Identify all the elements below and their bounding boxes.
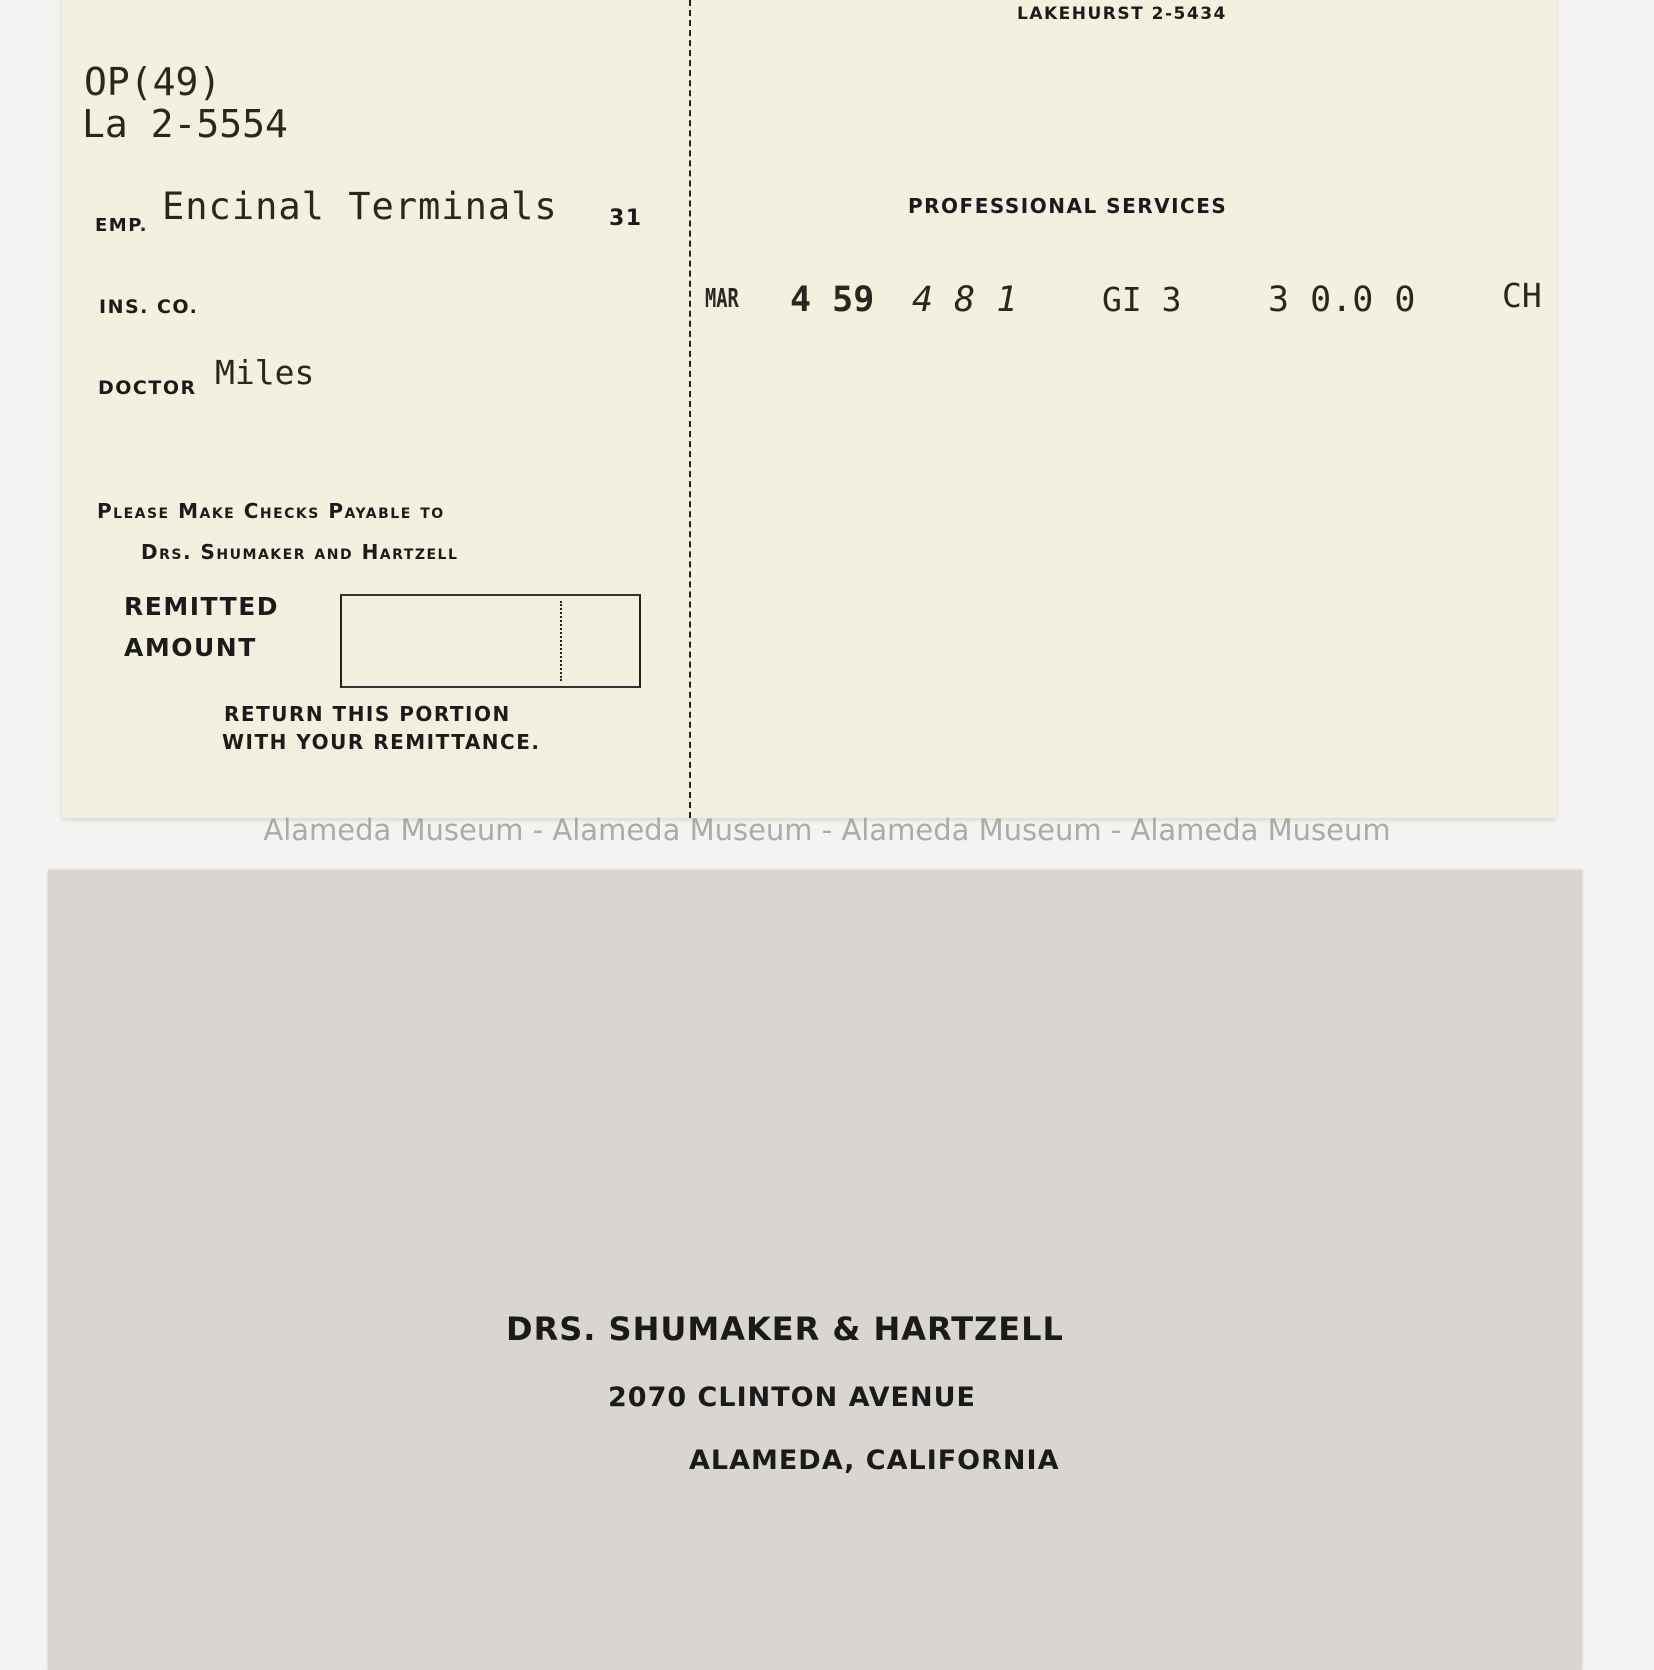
account-code: OP(49) [84, 60, 222, 104]
remitted-amount-box [340, 594, 641, 688]
envelope-city: ALAMEDA, CALIFORNIA [689, 1445, 1060, 1476]
amount-label: AMOUNT [124, 633, 257, 662]
services-heading: PROFESSIONAL SERVICES [908, 194, 1228, 218]
envelope-street: 2070 CLINTON AVENUE [608, 1382, 976, 1413]
payable-instruction: Please Make Checks Payable to [97, 499, 445, 523]
phone-header: LAKEHURST 2-5434 [1017, 4, 1227, 24]
service-code: 4 8 1 [912, 280, 1018, 320]
service-amount: 3 0.0 0 [1268, 280, 1416, 320]
service-date: 4 59 [790, 280, 875, 320]
emp-label: EMP. [95, 215, 148, 236]
employer-name: Encinal Terminals [162, 185, 558, 228]
cents-divider [560, 601, 562, 681]
tear-off-perforation [689, 0, 691, 818]
patient-phone: La 2-5554 [82, 102, 288, 146]
doctor-label: DOCTOR [98, 377, 197, 399]
ins-co-label: INS. CO. [99, 296, 199, 318]
service-item: GI 3 [1102, 280, 1182, 319]
remitted-label: REMITTED [124, 592, 280, 621]
return-envelope [48, 870, 1582, 1670]
payable-to-name: Drs. Shumaker and Hartzell [141, 540, 459, 564]
envelope-addressee: DRS. SHUMAKER & HARTZELL [506, 1310, 1064, 1348]
return-instruction-2: WITH YOUR REMITTANCE. [222, 730, 541, 754]
return-instruction-1: RETURN THIS PORTION [224, 702, 511, 726]
service-month: MAR [705, 284, 739, 314]
emp-suffix: 31 [609, 206, 643, 231]
doctor-name: Miles [215, 353, 315, 392]
museum-watermark: Alameda Museum - Alameda Museum - Alameda Museum - Alameda Museum [263, 813, 1391, 847]
billing-stub-card [62, 0, 1556, 818]
service-note: CH [1502, 276, 1542, 315]
